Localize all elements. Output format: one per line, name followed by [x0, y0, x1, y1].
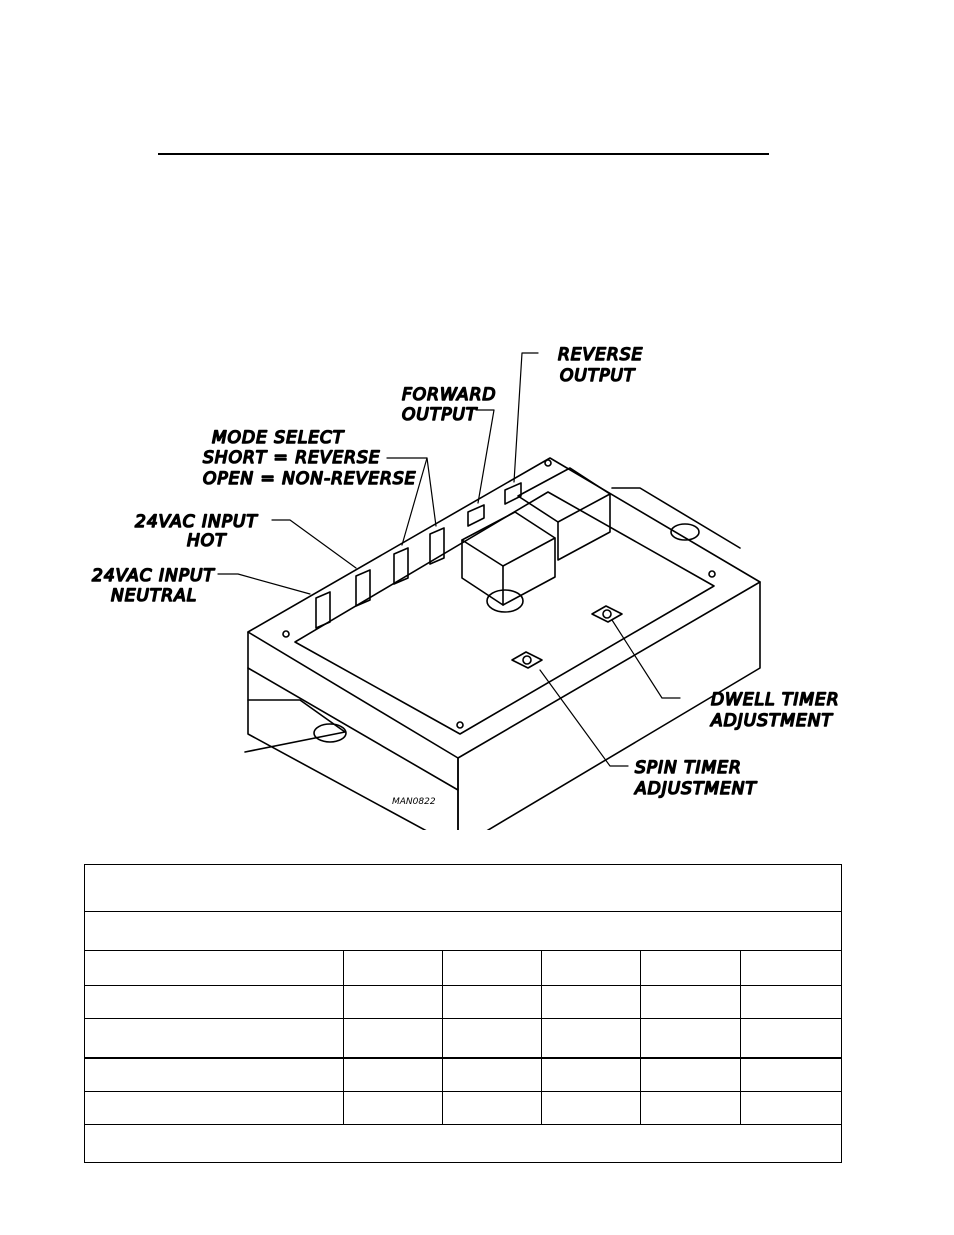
table-cell	[741, 986, 842, 1019]
label-dwell-timer-1: DWELL TIMER	[711, 690, 840, 710]
svg-text:MAN0822	[392, 797, 436, 807]
relay-reverse	[518, 468, 610, 560]
table-subtitle-cell	[85, 912, 842, 951]
table-cell	[344, 951, 443, 986]
table-cell	[741, 951, 842, 986]
table-cell	[741, 1092, 842, 1125]
svg-text:NEUTRAL	[111, 586, 197, 606]
label-spin-timer-2: ADJUSTMENT	[635, 779, 757, 799]
table-cell	[542, 1092, 641, 1125]
table-cell	[641, 951, 741, 986]
svg-text:ADJUSTMENT	[634, 779, 757, 799]
table-cell	[741, 1058, 842, 1092]
specification-table	[84, 864, 842, 1163]
label-input-neutral-1: 24VAC INPUT	[92, 566, 215, 586]
spin-timer-potentiometer	[512, 652, 542, 668]
svg-text:OPEN = NON-REVERSE	[203, 469, 416, 489]
table-cell	[443, 951, 542, 986]
table-cell	[85, 986, 344, 1019]
label-reverse-output-1: REVERSE	[558, 345, 644, 365]
svg-text:DWELL TIMER	[711, 690, 840, 710]
label-mode-select-3: OPEN = NON-REVERSE	[203, 469, 417, 489]
table-cell	[443, 986, 542, 1019]
svg-text:OUTPUT	[560, 366, 636, 386]
table-cell	[641, 986, 741, 1019]
table-cell	[344, 1019, 443, 1058]
table-cell	[641, 1058, 741, 1092]
title-rule	[158, 153, 769, 155]
svg-text:FORWARD	[402, 385, 496, 405]
terminal-tabs	[316, 483, 521, 628]
table-footer-cell	[85, 1125, 842, 1163]
table-cell	[641, 1019, 741, 1058]
table-cell	[344, 986, 443, 1019]
capacitor	[487, 590, 523, 612]
table-cell	[542, 1019, 641, 1058]
table-cell	[641, 1092, 741, 1125]
table-cell	[542, 1058, 641, 1092]
svg-text:ADJUSTMENT	[710, 711, 833, 731]
svg-text:24VAC INPUT	[92, 566, 215, 586]
control-board-diagram	[0, 330, 954, 830]
table-cell	[542, 951, 641, 986]
svg-text:REVERSE	[558, 345, 643, 365]
table-cell	[85, 1058, 344, 1092]
label-spin-timer-1: SPIN TIMER	[635, 758, 742, 778]
svg-text:MODE SELECT	[212, 428, 345, 448]
label-input-neutral-2: NEUTRAL	[111, 586, 198, 606]
svg-text:24VAC INPUT	[135, 512, 258, 532]
drawing-code: MAN0822	[392, 797, 436, 807]
table-cell	[542, 986, 641, 1019]
label-input-hot-2: HOT	[187, 531, 227, 551]
label-reverse-output-2: OUTPUT	[560, 366, 636, 386]
table-cell	[443, 1092, 542, 1125]
table-cell	[85, 1092, 344, 1125]
table-cell	[344, 1058, 443, 1092]
label-forward-output-1: FORWARD	[402, 385, 497, 405]
table-title-cell	[85, 865, 842, 912]
table-cell	[443, 1058, 542, 1092]
svg-text:HOT	[187, 531, 227, 551]
label-mode-select-2: SHORT = REVERSE	[203, 448, 381, 468]
label-input-hot-1: 24VAC INPUT	[135, 512, 258, 532]
label-mode-select-1: MODE SELECT	[212, 428, 345, 448]
table-cell	[344, 1092, 443, 1125]
svg-text:SHORT = REVERSE	[203, 448, 380, 468]
relay-forward	[462, 512, 555, 605]
table-cell	[85, 1019, 344, 1058]
svg-text:SPIN TIMER	[635, 758, 742, 778]
dwell-timer-potentiometer	[592, 606, 622, 622]
svg-text:OUTPUT	[402, 405, 478, 425]
table-cell	[741, 1019, 842, 1058]
label-forward-output-2: OUTPUT	[402, 405, 478, 425]
label-dwell-timer-2: ADJUSTMENT	[711, 711, 833, 731]
table-cell	[85, 951, 344, 986]
table-cell	[443, 1019, 542, 1058]
